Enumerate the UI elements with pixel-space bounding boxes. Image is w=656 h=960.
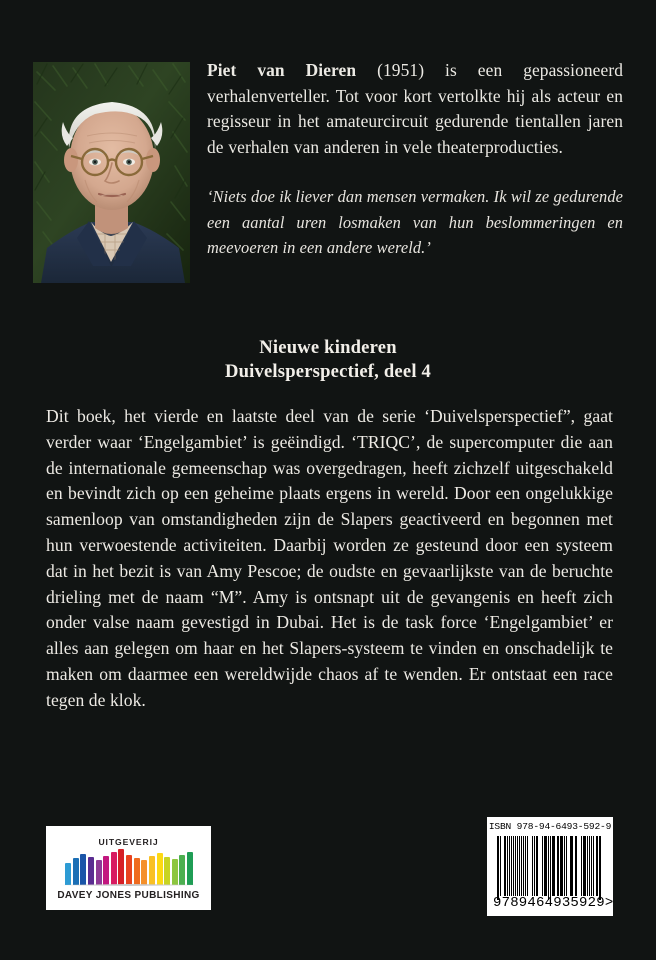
blurb-text: Dit boek, het vierde en laatste deel van de serie ‘Duivelsperspectief”, gaat verder waar ‘Engelgambiet’ is geëindigd. ‘TRIQC’, de supercomputer die aan de internationale gemeenschap was overgedragen, heeft zichzelf uitgeschakeld en bevindt zich op een geheime plaats ergens in wereld. Door een ongelukkige samenloop van omstandigheden zijn de Slapers geactiveerd en begonnen met hun verwoestende activiteiten. Daarbij worden ze gesteund door een systeem dat in het bezit is van Amy Pescoe; de oudste en gevaarlijkste van de beruchte drieling met de naam “M”. Amy is ontsnapt uit de gevangenis en heeft zich onder valse naam gevestigd in Dubai. Het is de task force ‘Engelgambiet’ er alles aan gelegen om haar en het Slapers-systeem te vinden en onschadelijk te maken om daarmee een wereldwijde chaos af te wenden. Er ontstaat een race tegen de klok. [46, 406, 613, 710]
publisher-logo-books-icon [65, 849, 193, 885]
author-section [33, 62, 623, 297]
barcode-digit-group-1: 789464 [501, 895, 554, 911]
publisher-logo-book-spine [80, 854, 86, 885]
isbn-label: ISBN [488, 821, 512, 832]
publisher-name: DAVEY JONES PUBLISHING [57, 890, 200, 901]
author-bio-rest: is een gepassioneerd verhalenverteller. Tot voor kort vertolkte hij als acteur en regisseur in het amateurcircuit gedurende tientallen jaren de verhalen van anderen in vele theaterproducties. [207, 60, 624, 157]
publisher-logo-book-spine [73, 858, 79, 885]
publisher-logo-shelf-line [60, 884, 198, 886]
barcode-digit-left: 9 [493, 895, 502, 911]
publisher-logo-book-spine [179, 855, 185, 885]
barcode-bar [600, 836, 601, 900]
isbn-number: 978-94-6493-592-9 [516, 821, 612, 832]
barcode-digit-right: > [604, 895, 613, 911]
author-name: Piet van Dieren [207, 60, 357, 80]
publisher-logo-top-text: UITGEVERIJ [98, 837, 159, 847]
publisher-logo-book-spine [103, 856, 109, 885]
author-biography [207, 58, 623, 160]
publisher-logo [46, 826, 211, 910]
barcode-digits [487, 895, 613, 911]
publisher-logo-book-spine [111, 852, 117, 885]
publisher-logo-book-spine [141, 860, 147, 885]
barcode-bars [497, 836, 603, 896]
publisher-logo-book-spine [134, 858, 140, 885]
author-portrait-photo [33, 62, 190, 283]
publisher-logo-book-spine [88, 857, 94, 885]
publisher-logo-book-spine [187, 852, 193, 885]
author-text-column [207, 58, 623, 261]
publisher-logo-book-spine [164, 857, 170, 885]
publisher-logo-book-spine [65, 863, 71, 885]
publisher-logo-book-spine [172, 859, 178, 885]
author-birth-year: (1951) [377, 60, 425, 80]
barcode-digit-group-2: 935929 [553, 895, 605, 911]
isbn-barcode [487, 817, 613, 916]
publisher-logo-book-spine [126, 855, 132, 885]
back-cover-blurb [46, 404, 613, 714]
isbn-text [487, 821, 613, 832]
book-title: Nieuwe kinderen [259, 337, 397, 358]
book-title-block [0, 336, 656, 384]
author-quote: ‘Niets doe ik liever dan mensen vermaken. Ik wil ze gedurende een aantal uren losmaken van hun beslommeringen en meevoeren in een andere wereld.’ [207, 187, 623, 258]
publisher-logo-book-spine [118, 849, 124, 885]
publisher-logo-book-spine [157, 853, 163, 885]
publisher-logo-book-spine [96, 860, 102, 885]
publisher-logo-book-spine [149, 856, 155, 885]
book-series-subtitle: Duivelsperspectief, deel 4 [224, 361, 432, 382]
